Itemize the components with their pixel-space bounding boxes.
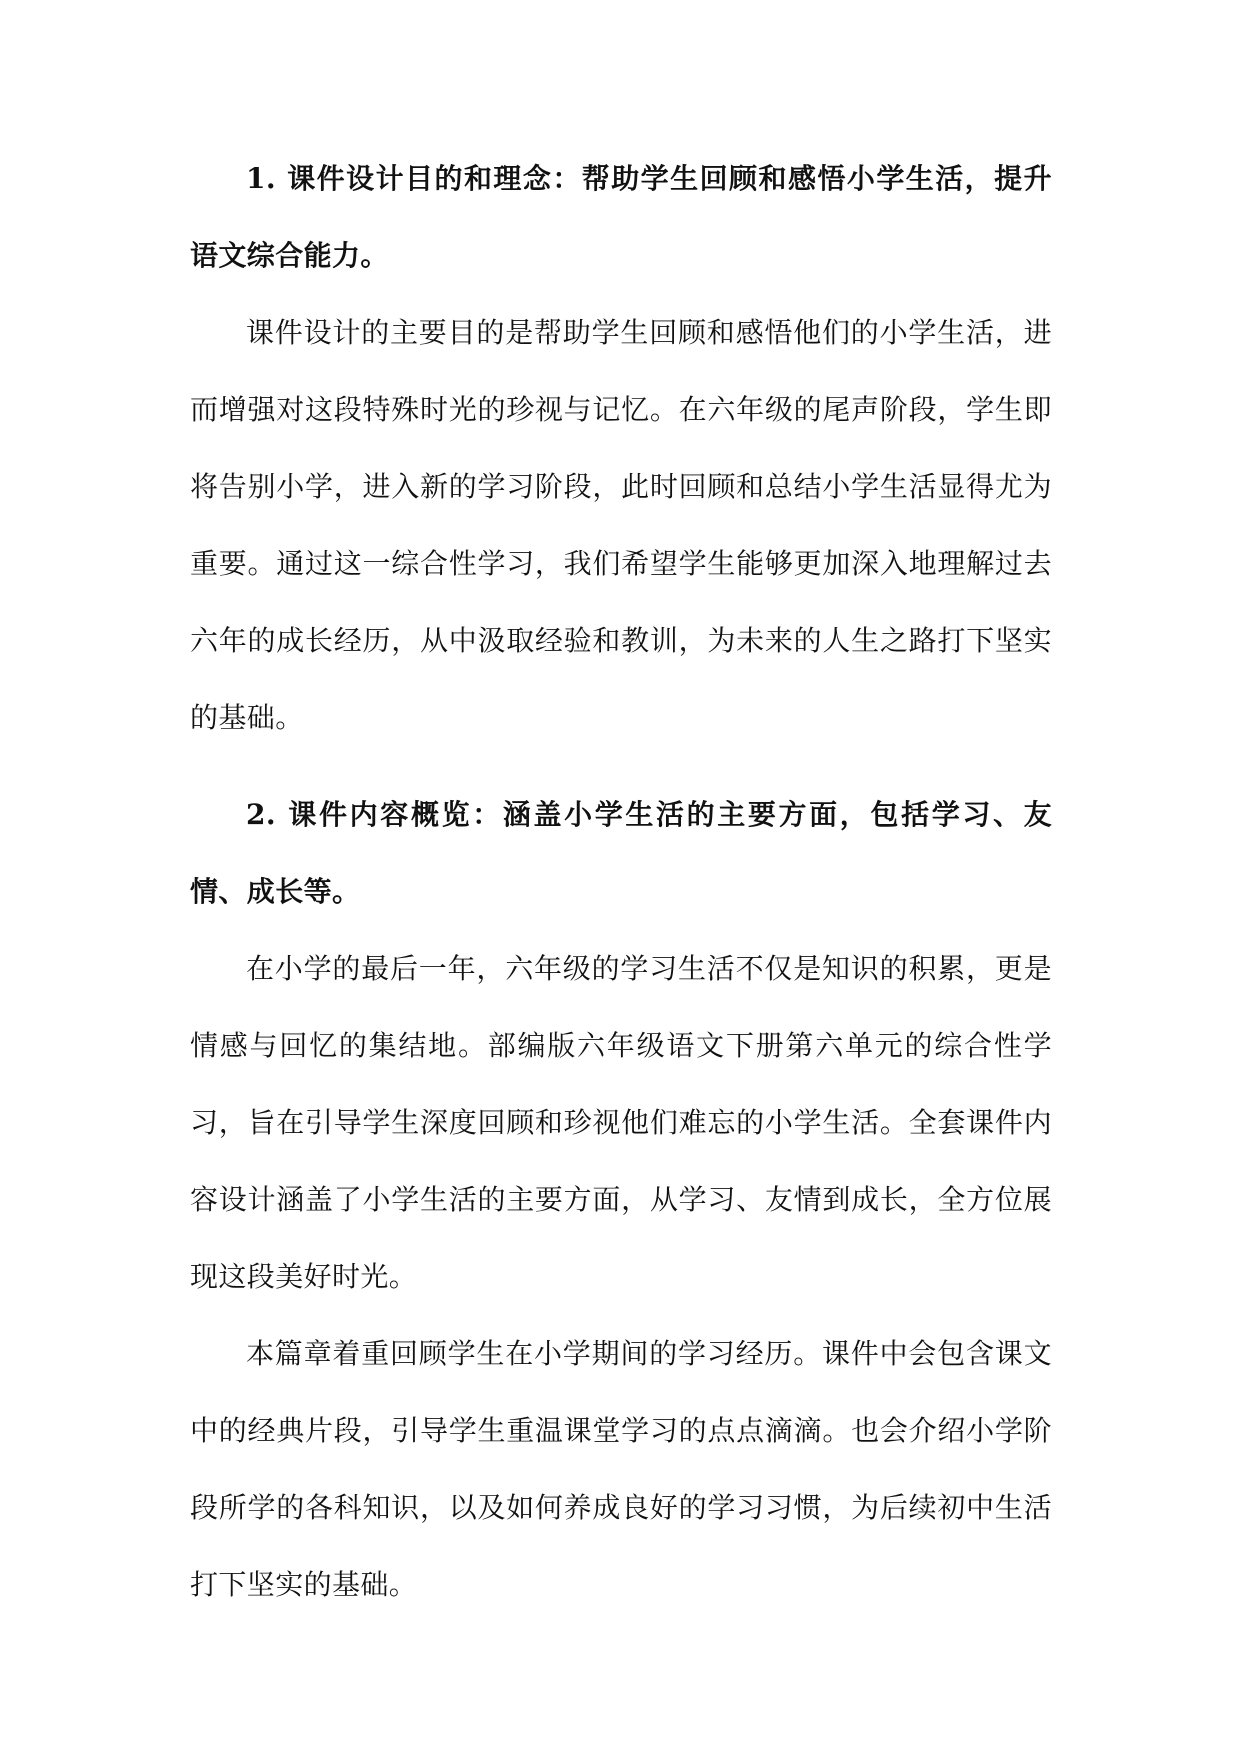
section-2: [190, 776, 1052, 1623]
section-paragraph: 本篇章着重回顾学生在小学期间的学习经历。课件中会包含课文中的经典片段，引导学生重温课堂学习的点点滴滴。也会介绍小学阶段所学的各科知识，以及如何养成良好的学习习惯，为后续初中生活打下坚实的基础。: [190, 1337, 1052, 1601]
section-spacer: [190, 756, 1052, 776]
section-paragraph: 在小学的最后一年，六年级的学习生活不仅是知识的积累，更是情感与回忆的集结地。部编版六年级语文下册第六单元的综合性学习，旨在引导学生深度回顾和珍视他们难忘的小学生活。全套课件内容设计涵盖了小学生活的主要方面，从学习、友情到成长，全方位展现这段美好时光。: [190, 952, 1052, 1293]
section-1: [190, 140, 1052, 756]
section-heading: 1. 课件设计目的和理念：帮助学生回顾和感悟小学生活，提升语文综合能力。: [190, 162, 1052, 272]
section-paragraph: 课件设计的主要目的是帮助学生回顾和感悟他们的小学生活，进而增强对这段特殊时光的珍视与记忆。在六年级的尾声阶段，学生即将告别小学，进入新的学习阶段，此时回顾和总结小学生活显得尤为重要。通过这一综合性学习，我们希望学生能够更加深入地理解过去六年的成长经历，从中汲取经验和教训，为未来的人生之路打下坚实的基础。: [190, 316, 1052, 734]
section-heading: 2. 课件内容概览：涵盖小学生活的主要方面，包括学习、友情、成长等。: [190, 798, 1052, 908]
document-content: [190, 140, 1052, 1623]
